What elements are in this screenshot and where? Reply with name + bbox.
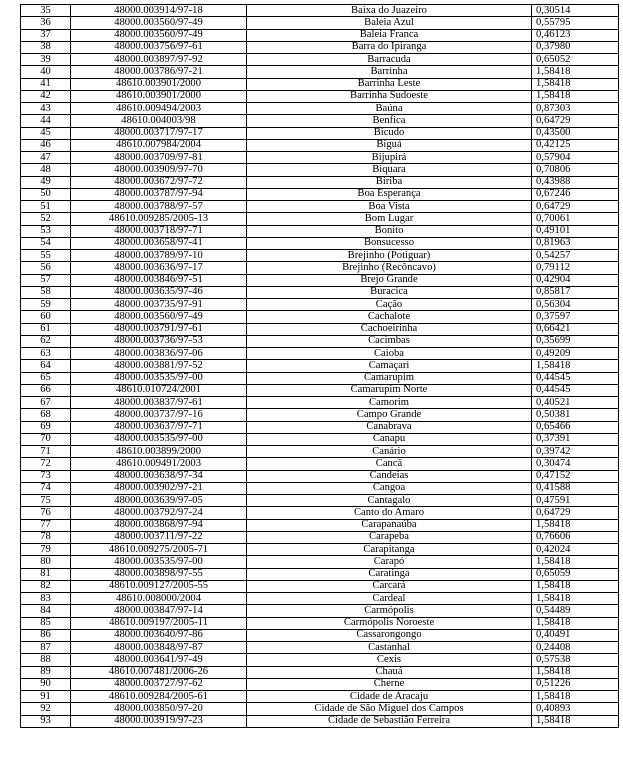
value-cell: 0,39742 bbox=[532, 446, 619, 458]
value-cell: 1,58418 bbox=[532, 556, 619, 568]
value-cell: 1,58418 bbox=[532, 66, 619, 78]
row-number-cell: 40 bbox=[21, 66, 71, 78]
table-row bbox=[21, 495, 619, 507]
field-name-cell: Caioba bbox=[247, 348, 532, 360]
process-number-cell: 48000.003640/97-86 bbox=[71, 629, 247, 641]
process-number-cell: 48000.003535/97-00 bbox=[71, 372, 247, 384]
table-row bbox=[21, 433, 619, 445]
row-number-cell: 63 bbox=[21, 348, 71, 360]
row-number-cell: 61 bbox=[21, 323, 71, 335]
value-cell: 0,67246 bbox=[532, 188, 619, 200]
table-row bbox=[21, 17, 619, 29]
row-number-cell: 90 bbox=[21, 678, 71, 690]
field-name-cell: Cação bbox=[247, 299, 532, 311]
process-number-cell: 48610.009284/2005-61 bbox=[71, 691, 247, 703]
table-row bbox=[21, 225, 619, 237]
process-number-cell: 48610.004003/98 bbox=[71, 115, 247, 127]
field-name-cell: Carapeba bbox=[247, 531, 532, 543]
table-row bbox=[21, 482, 619, 494]
value-cell: 1,58418 bbox=[532, 78, 619, 90]
process-number-cell: 48000.003636/97-17 bbox=[71, 262, 247, 274]
field-name-cell: Canto do Amaro bbox=[247, 507, 532, 519]
row-number-cell: 43 bbox=[21, 103, 71, 115]
value-cell: 0,55795 bbox=[532, 17, 619, 29]
table-row bbox=[21, 250, 619, 262]
process-number-cell: 48610.007481/2006-26 bbox=[71, 666, 247, 678]
value-cell: 0,56304 bbox=[532, 299, 619, 311]
field-name-cell: Canabrava bbox=[247, 421, 532, 433]
table-row bbox=[21, 384, 619, 396]
row-number-cell: 79 bbox=[21, 544, 71, 556]
process-number-cell: 48000.003848/97-87 bbox=[71, 642, 247, 654]
field-name-cell: Carapitanga bbox=[247, 544, 532, 556]
process-number-cell: 48000.003902/97-21 bbox=[71, 482, 247, 494]
process-number-cell: 48000.003560/97-49 bbox=[71, 17, 247, 29]
value-cell: 0,87303 bbox=[532, 103, 619, 115]
process-number-cell: 48610.010724/2001 bbox=[71, 384, 247, 396]
row-number-cell: 55 bbox=[21, 250, 71, 262]
row-number-cell: 93 bbox=[21, 715, 71, 727]
value-cell: 0,76606 bbox=[532, 531, 619, 543]
process-number-cell: 48000.003850/97-20 bbox=[71, 703, 247, 715]
value-cell: 0,42125 bbox=[532, 139, 619, 151]
process-number-cell: 48000.003786/97-21 bbox=[71, 66, 247, 78]
row-number-cell: 56 bbox=[21, 262, 71, 274]
value-cell: 0,42904 bbox=[532, 274, 619, 286]
value-cell: 0,64729 bbox=[532, 115, 619, 127]
row-number-cell: 35 bbox=[21, 5, 71, 17]
value-cell: 0,44545 bbox=[532, 384, 619, 396]
process-number-cell: 48000.003897/97-92 bbox=[71, 54, 247, 66]
process-number-cell: 48000.003639/97-05 bbox=[71, 495, 247, 507]
value-cell: 0,66421 bbox=[532, 323, 619, 335]
process-number-cell: 48000.003881/97-52 bbox=[71, 360, 247, 372]
value-cell: 1,58418 bbox=[532, 519, 619, 531]
field-name-cell: Cantagalo bbox=[247, 495, 532, 507]
value-cell: 1,58418 bbox=[532, 691, 619, 703]
table-row bbox=[21, 115, 619, 127]
value-cell: 1,58418 bbox=[532, 580, 619, 592]
value-cell: 1,58418 bbox=[532, 360, 619, 372]
field-name-cell: Cachalote bbox=[247, 311, 532, 323]
row-number-cell: 64 bbox=[21, 360, 71, 372]
value-cell: 0,40521 bbox=[532, 397, 619, 409]
table-row bbox=[21, 237, 619, 249]
row-number-cell: 88 bbox=[21, 654, 71, 666]
field-name-cell: Canapu bbox=[247, 433, 532, 445]
process-number-cell: 48000.003737/97-16 bbox=[71, 409, 247, 421]
row-number-cell: 89 bbox=[21, 666, 71, 678]
table-row bbox=[21, 629, 619, 641]
row-number-cell: 38 bbox=[21, 41, 71, 53]
field-name-cell: Cancã bbox=[247, 458, 532, 470]
process-number-cell: 48000.003909/97-70 bbox=[71, 164, 247, 176]
field-name-cell: Bom Lugar bbox=[247, 213, 532, 225]
field-name-cell: Chauá bbox=[247, 666, 532, 678]
value-cell: 0,40893 bbox=[532, 703, 619, 715]
row-number-cell: 92 bbox=[21, 703, 71, 715]
row-number-cell: 60 bbox=[21, 311, 71, 323]
process-number-cell: 48000.003560/97-49 bbox=[71, 29, 247, 41]
table-row bbox=[21, 372, 619, 384]
table-row bbox=[21, 715, 619, 727]
field-name-cell: Barrinha Sudoeste bbox=[247, 90, 532, 102]
process-number-cell: 48000.003914/97-18 bbox=[71, 5, 247, 17]
field-name-cell: Cidade de São Miguel dos Campos bbox=[247, 703, 532, 715]
table-row bbox=[21, 421, 619, 433]
process-number-cell: 48000.003788/97-57 bbox=[71, 201, 247, 213]
table-row bbox=[21, 348, 619, 360]
table-row bbox=[21, 5, 619, 17]
row-number-cell: 68 bbox=[21, 409, 71, 421]
field-name-cell: Cherne bbox=[247, 678, 532, 690]
value-cell: 0,30474 bbox=[532, 458, 619, 470]
process-number-cell: 48000.003919/97-23 bbox=[71, 715, 247, 727]
process-number-cell: 48000.003658/97-41 bbox=[71, 237, 247, 249]
row-number-cell: 37 bbox=[21, 29, 71, 41]
row-number-cell: 62 bbox=[21, 335, 71, 347]
value-cell: 0,37980 bbox=[532, 41, 619, 53]
table-row bbox=[21, 617, 619, 629]
value-cell: 1,58418 bbox=[532, 90, 619, 102]
process-number-cell: 48000.003898/97-55 bbox=[71, 568, 247, 580]
value-cell: 0,24408 bbox=[532, 642, 619, 654]
field-name-cell: Bonito bbox=[247, 225, 532, 237]
row-number-cell: 51 bbox=[21, 201, 71, 213]
process-number-cell: 48000.003868/97-94 bbox=[71, 519, 247, 531]
row-number-cell: 50 bbox=[21, 188, 71, 200]
process-number-cell: 48000.003560/97-49 bbox=[71, 311, 247, 323]
field-name-cell: Cacimbas bbox=[247, 335, 532, 347]
process-number-cell: 48000.003718/97-71 bbox=[71, 225, 247, 237]
row-number-cell: 72 bbox=[21, 458, 71, 470]
value-cell: 1,58418 bbox=[532, 666, 619, 678]
table-row bbox=[21, 90, 619, 102]
field-name-cell: Biquara bbox=[247, 164, 532, 176]
field-name-cell: Cidade de Aracaju bbox=[247, 691, 532, 703]
value-cell: 0,49101 bbox=[532, 225, 619, 237]
table-row bbox=[21, 286, 619, 298]
row-number-cell: 41 bbox=[21, 78, 71, 90]
table-row bbox=[21, 274, 619, 286]
table-row bbox=[21, 139, 619, 151]
value-cell: 0,40491 bbox=[532, 629, 619, 641]
process-number-cell: 48000.003709/97-81 bbox=[71, 152, 247, 164]
value-cell: 0,37597 bbox=[532, 311, 619, 323]
field-name-cell: Cidade de Sebastião Ferreira bbox=[247, 715, 532, 727]
table-row bbox=[21, 519, 619, 531]
field-name-cell: Brejo Grande bbox=[247, 274, 532, 286]
row-number-cell: 44 bbox=[21, 115, 71, 127]
value-cell: 0,47152 bbox=[532, 470, 619, 482]
table-row bbox=[21, 152, 619, 164]
process-number-cell: 48000.003638/97-34 bbox=[71, 470, 247, 482]
process-number-cell: 48000.003535/97-00 bbox=[71, 556, 247, 568]
table-row bbox=[21, 458, 619, 470]
fields-table-body bbox=[21, 5, 619, 728]
table-row bbox=[21, 409, 619, 421]
document-page bbox=[20, 4, 618, 728]
field-name-cell: Carmópolis bbox=[247, 605, 532, 617]
field-name-cell: Benfica bbox=[247, 115, 532, 127]
field-name-cell: Baleia Azul bbox=[247, 17, 532, 29]
table-row bbox=[21, 29, 619, 41]
value-cell: 0,70061 bbox=[532, 213, 619, 225]
value-cell: 0,81963 bbox=[532, 237, 619, 249]
process-number-cell: 48000.003635/97-46 bbox=[71, 286, 247, 298]
row-number-cell: 36 bbox=[21, 17, 71, 29]
field-name-cell: Biriba bbox=[247, 176, 532, 188]
row-number-cell: 84 bbox=[21, 605, 71, 617]
field-name-cell: Camarupim Norte bbox=[247, 384, 532, 396]
field-name-cell: Camaçari bbox=[247, 360, 532, 372]
value-cell: 0,65052 bbox=[532, 54, 619, 66]
process-number-cell: 48000.003736/97-53 bbox=[71, 335, 247, 347]
field-name-cell: Carapó bbox=[247, 556, 532, 568]
table-row bbox=[21, 335, 619, 347]
table-row bbox=[21, 213, 619, 225]
table-row bbox=[21, 176, 619, 188]
field-name-cell: Camorim bbox=[247, 397, 532, 409]
value-cell: 0,44545 bbox=[532, 372, 619, 384]
field-name-cell: Carapanaúba bbox=[247, 519, 532, 531]
value-cell: 0,85817 bbox=[532, 286, 619, 298]
row-number-cell: 49 bbox=[21, 176, 71, 188]
process-number-cell: 48610.007984/2004 bbox=[71, 139, 247, 151]
process-number-cell: 48000.003535/97-00 bbox=[71, 433, 247, 445]
row-number-cell: 76 bbox=[21, 507, 71, 519]
table-row bbox=[21, 703, 619, 715]
value-cell: 0,49209 bbox=[532, 348, 619, 360]
field-name-cell: Carcará bbox=[247, 580, 532, 592]
value-cell: 0,43500 bbox=[532, 127, 619, 139]
row-number-cell: 59 bbox=[21, 299, 71, 311]
field-name-cell: Buracica bbox=[247, 286, 532, 298]
table-row bbox=[21, 311, 619, 323]
field-name-cell: Barrinha bbox=[247, 66, 532, 78]
row-number-cell: 73 bbox=[21, 470, 71, 482]
field-name-cell: Cardeal bbox=[247, 593, 532, 605]
row-number-cell: 69 bbox=[21, 421, 71, 433]
value-cell: 0,64729 bbox=[532, 507, 619, 519]
process-number-cell: 48610.009285/2005-13 bbox=[71, 213, 247, 225]
table-row bbox=[21, 605, 619, 617]
value-cell: 0,64729 bbox=[532, 201, 619, 213]
process-number-cell: 48000.003727/97-62 bbox=[71, 678, 247, 690]
table-row bbox=[21, 556, 619, 568]
row-number-cell: 82 bbox=[21, 580, 71, 592]
process-number-cell: 48610.008000/2004 bbox=[71, 593, 247, 605]
value-cell: 0,41588 bbox=[532, 482, 619, 494]
row-number-cell: 48 bbox=[21, 164, 71, 176]
row-number-cell: 52 bbox=[21, 213, 71, 225]
table-row bbox=[21, 446, 619, 458]
table-row bbox=[21, 78, 619, 90]
process-number-cell: 48610.009494/2003 bbox=[71, 103, 247, 115]
field-name-cell: Bicudo bbox=[247, 127, 532, 139]
field-name-cell: Bonsucesso bbox=[247, 237, 532, 249]
value-cell: 0,79112 bbox=[532, 262, 619, 274]
table-row bbox=[21, 54, 619, 66]
row-number-cell: 53 bbox=[21, 225, 71, 237]
process-number-cell: 48000.003787/97-94 bbox=[71, 188, 247, 200]
value-cell: 0,57904 bbox=[532, 152, 619, 164]
process-number-cell: 48000.003837/97-61 bbox=[71, 397, 247, 409]
process-number-cell: 48000.003791/97-61 bbox=[71, 323, 247, 335]
process-number-cell: 48000.003717/97-17 bbox=[71, 127, 247, 139]
field-name-cell: Brejinho (Recôncavo) bbox=[247, 262, 532, 274]
value-cell: 0,65059 bbox=[532, 568, 619, 580]
row-number-cell: 75 bbox=[21, 495, 71, 507]
row-number-cell: 87 bbox=[21, 642, 71, 654]
value-cell: 0,50381 bbox=[532, 409, 619, 421]
table-row bbox=[21, 188, 619, 200]
process-number-cell: 48000.003847/97-14 bbox=[71, 605, 247, 617]
row-number-cell: 85 bbox=[21, 617, 71, 629]
field-name-cell: Boa Esperança bbox=[247, 188, 532, 200]
row-number-cell: 65 bbox=[21, 372, 71, 384]
table-row bbox=[21, 103, 619, 115]
table-row bbox=[21, 593, 619, 605]
row-number-cell: 67 bbox=[21, 397, 71, 409]
process-number-cell: 48000.003756/97-61 bbox=[71, 41, 247, 53]
field-name-cell: Baúna bbox=[247, 103, 532, 115]
value-cell: 0,57538 bbox=[532, 654, 619, 666]
process-number-cell: 48610.009127/2005-55 bbox=[71, 580, 247, 592]
table-row bbox=[21, 666, 619, 678]
process-number-cell: 48610.003899/2000 bbox=[71, 446, 247, 458]
value-cell: 1,58418 bbox=[532, 617, 619, 629]
table-row bbox=[21, 691, 619, 703]
table-row bbox=[21, 568, 619, 580]
table-row bbox=[21, 323, 619, 335]
value-cell: 1,58418 bbox=[532, 593, 619, 605]
row-number-cell: 81 bbox=[21, 568, 71, 580]
table-row bbox=[21, 164, 619, 176]
row-number-cell: 74 bbox=[21, 482, 71, 494]
fields-table bbox=[20, 4, 619, 728]
value-cell: 0,54257 bbox=[532, 250, 619, 262]
field-name-cell: Baixa do Juazeiro bbox=[247, 5, 532, 17]
process-number-cell: 48000.003735/97-91 bbox=[71, 299, 247, 311]
field-name-cell: Caratinga bbox=[247, 568, 532, 580]
field-name-cell: Bijupirá bbox=[247, 152, 532, 164]
process-number-cell: 48000.003711/97-22 bbox=[71, 531, 247, 543]
process-number-cell: 48610.003901/2000 bbox=[71, 90, 247, 102]
field-name-cell: Biguá bbox=[247, 139, 532, 151]
table-row bbox=[21, 262, 619, 274]
process-number-cell: 48000.003846/97-51 bbox=[71, 274, 247, 286]
row-number-cell: 71 bbox=[21, 446, 71, 458]
process-number-cell: 48000.003789/97-10 bbox=[71, 250, 247, 262]
field-name-cell: Cassarongongo bbox=[247, 629, 532, 641]
value-cell: 0,35699 bbox=[532, 335, 619, 347]
value-cell: 0,43988 bbox=[532, 176, 619, 188]
row-number-cell: 77 bbox=[21, 519, 71, 531]
process-number-cell: 48000.003672/97-72 bbox=[71, 176, 247, 188]
row-number-cell: 70 bbox=[21, 433, 71, 445]
table-row bbox=[21, 531, 619, 543]
process-number-cell: 48610.009197/2005-11 bbox=[71, 617, 247, 629]
field-name-cell: Carmópolis Noroeste bbox=[247, 617, 532, 629]
row-number-cell: 58 bbox=[21, 286, 71, 298]
process-number-cell: 48000.003792/97-24 bbox=[71, 507, 247, 519]
row-number-cell: 47 bbox=[21, 152, 71, 164]
field-name-cell: Camarupim bbox=[247, 372, 532, 384]
field-name-cell: Castanhal bbox=[247, 642, 532, 654]
row-number-cell: 42 bbox=[21, 90, 71, 102]
value-cell: 0,51226 bbox=[532, 678, 619, 690]
table-row bbox=[21, 66, 619, 78]
row-number-cell: 54 bbox=[21, 237, 71, 249]
table-row bbox=[21, 642, 619, 654]
field-name-cell: Cexis bbox=[247, 654, 532, 666]
field-name-cell: Baleia Franca bbox=[247, 29, 532, 41]
table-row bbox=[21, 41, 619, 53]
table-row bbox=[21, 544, 619, 556]
field-name-cell: Barracuda bbox=[247, 54, 532, 66]
table-row bbox=[21, 201, 619, 213]
row-number-cell: 66 bbox=[21, 384, 71, 396]
value-cell: 0,46123 bbox=[532, 29, 619, 41]
table-row bbox=[21, 507, 619, 519]
row-number-cell: 80 bbox=[21, 556, 71, 568]
process-number-cell: 48000.003641/97-49 bbox=[71, 654, 247, 666]
process-number-cell: 48610.009491/2003 bbox=[71, 458, 247, 470]
process-number-cell: 48000.003637/97-71 bbox=[71, 421, 247, 433]
table-row bbox=[21, 470, 619, 482]
table-row bbox=[21, 654, 619, 666]
table-row bbox=[21, 397, 619, 409]
value-cell: 0,37391 bbox=[532, 433, 619, 445]
table-row bbox=[21, 678, 619, 690]
field-name-cell: Barra do Ipiranga bbox=[247, 41, 532, 53]
table-row bbox=[21, 360, 619, 372]
row-number-cell: 83 bbox=[21, 593, 71, 605]
value-cell: 0,30514 bbox=[532, 5, 619, 17]
value-cell: 1,58418 bbox=[532, 715, 619, 727]
row-number-cell: 39 bbox=[21, 54, 71, 66]
table-row bbox=[21, 299, 619, 311]
process-number-cell: 48000.003836/97-06 bbox=[71, 348, 247, 360]
row-number-cell: 91 bbox=[21, 691, 71, 703]
field-name-cell: Cachoeirinha bbox=[247, 323, 532, 335]
row-number-cell: 45 bbox=[21, 127, 71, 139]
table-row bbox=[21, 580, 619, 592]
field-name-cell: Brejinho (Potiguar) bbox=[247, 250, 532, 262]
field-name-cell: Candeias bbox=[247, 470, 532, 482]
field-name-cell: Boa Vista bbox=[247, 201, 532, 213]
field-name-cell: Barrinha Leste bbox=[247, 78, 532, 90]
value-cell: 0,70806 bbox=[532, 164, 619, 176]
row-number-cell: 78 bbox=[21, 531, 71, 543]
value-cell: 0,47591 bbox=[532, 495, 619, 507]
row-number-cell: 57 bbox=[21, 274, 71, 286]
row-number-cell: 86 bbox=[21, 629, 71, 641]
process-number-cell: 48610.009275/2005-71 bbox=[71, 544, 247, 556]
value-cell: 0,54489 bbox=[532, 605, 619, 617]
row-number-cell: 46 bbox=[21, 139, 71, 151]
field-name-cell: Cangoa bbox=[247, 482, 532, 494]
value-cell: 0,65466 bbox=[532, 421, 619, 433]
value-cell: 0,42024 bbox=[532, 544, 619, 556]
process-number-cell: 48610.003901/2000 bbox=[71, 78, 247, 90]
table-row bbox=[21, 127, 619, 139]
field-name-cell: Canário bbox=[247, 446, 532, 458]
field-name-cell: Campo Grande bbox=[247, 409, 532, 421]
